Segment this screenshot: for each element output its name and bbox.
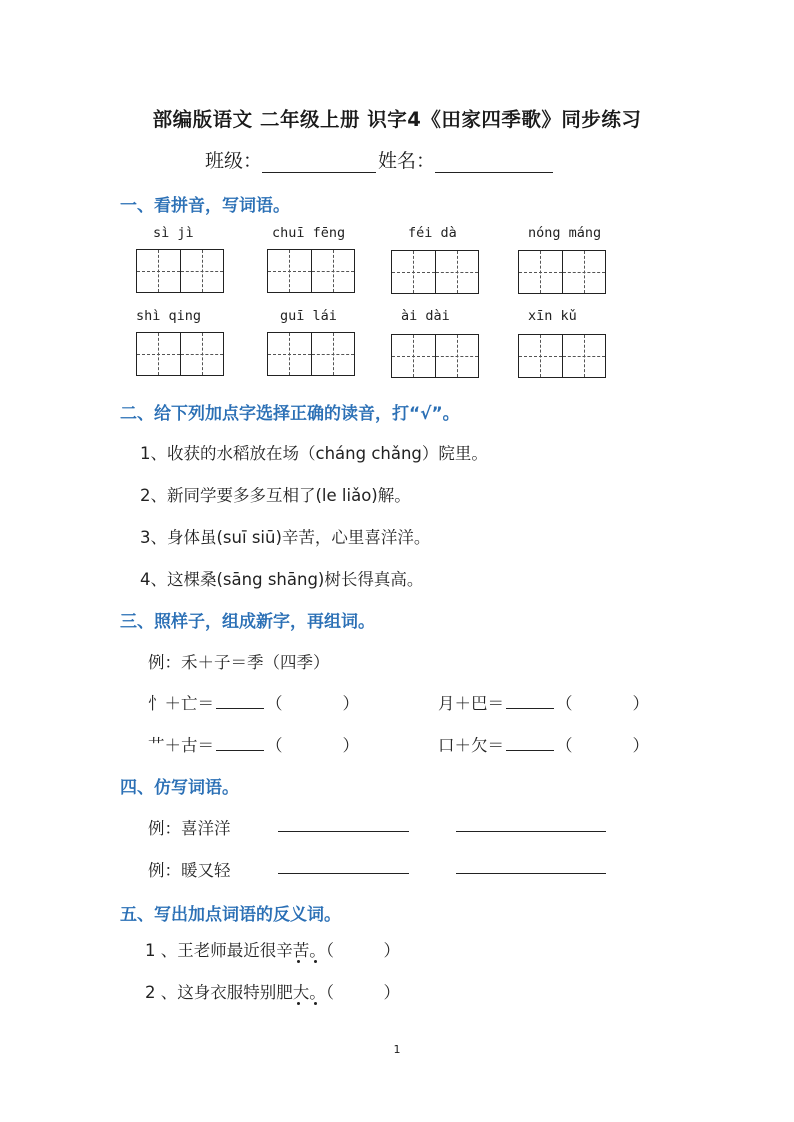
imitate-blank-1a[interactable] <box>278 831 409 832</box>
compose-expr-1: 忄＋亡＝ <box>148 694 214 713</box>
paren-close: ） <box>342 736 359 755</box>
writing-grid-7[interactable] <box>391 334 479 378</box>
emphasis-dot <box>314 960 317 963</box>
imitate-blank-1b[interactable] <box>456 831 606 832</box>
compose-expr-3: 艹＋古＝ <box>148 736 214 755</box>
name-blank[interactable] <box>435 152 553 173</box>
compose-blank-1[interactable] <box>216 694 264 709</box>
writing-grid-3[interactable] <box>391 250 479 294</box>
compose-expr-2: 月＋巴＝ <box>438 694 504 713</box>
pinyin-8: xīn kǔ <box>528 308 577 324</box>
reading-question-2: 2、新同学要多多互相了(le liǎo)解。 <box>140 486 411 505</box>
writing-grid-8[interactable] <box>518 334 606 378</box>
paren-open: （ <box>556 694 573 713</box>
class-label: 班级： <box>205 150 263 172</box>
pinyin-7: ài dài <box>401 308 450 324</box>
emphasis-dot <box>297 1002 300 1005</box>
paren-open: （ <box>266 694 283 713</box>
pinyin-2: chuī fēng <box>272 225 346 241</box>
section-3-heading: 三、照样子，组成新字，再组词。 <box>120 612 375 632</box>
pinyin-3: féi dà <box>408 225 457 241</box>
reading-question-1: 1、收获的水稻放在场（cháng chǎng）院里。 <box>140 444 488 463</box>
compose-blank-2[interactable] <box>506 694 554 709</box>
pinyin-5: shì qing <box>136 308 202 324</box>
section-1-heading: 一、看拼音，写词语。 <box>120 196 290 216</box>
paren-close: ） <box>342 694 359 713</box>
paren-close: ） <box>632 694 649 713</box>
imitate-blank-2a[interactable] <box>278 873 409 874</box>
writing-grid-6[interactable] <box>267 332 355 376</box>
name-label: 姓名： <box>378 150 436 172</box>
section-5-heading: 五、写出加点词语的反义词。 <box>120 905 341 925</box>
imitate-example-2: 例：暖又轻 <box>148 861 231 880</box>
reading-question-4: 4、这棵桑(sāng shāng)树长得真高。 <box>140 570 424 589</box>
antonym-question-2: 2 、这身衣服特别肥大。（ ） <box>145 983 400 1002</box>
pinyin-4: nóng máng <box>528 225 602 241</box>
reading-question-3: 3、身体虽(suī siū)辛苦，心里喜洋洋。 <box>140 528 431 547</box>
writing-grid-5[interactable] <box>136 332 224 376</box>
compose-example: 例：禾＋子＝季（四季） <box>148 653 330 672</box>
pinyin-6: guī lái <box>280 308 337 324</box>
section-2-heading: 二、给下列加点字选择正确的读音，打“√”。 <box>120 404 460 424</box>
section-4-heading: 四、仿写词语。 <box>120 778 239 798</box>
paren-open: （ <box>266 736 283 755</box>
student-info <box>205 146 555 173</box>
pinyin-1: sì jì <box>153 225 194 241</box>
compose-item-3 <box>148 732 359 756</box>
page-title: 部编版语文 二年级上册 识字4《田家四季歌》同步练习 <box>152 108 642 131</box>
emphasis-dot <box>314 1002 317 1005</box>
writing-grid-4[interactable] <box>518 250 606 294</box>
compose-expr-4: 口＋欠＝ <box>438 736 504 755</box>
compose-item-1 <box>148 690 359 714</box>
imitate-example-1: 例：喜洋洋 <box>148 819 231 838</box>
compose-blank-4[interactable] <box>506 736 554 751</box>
paren-open: （ <box>556 736 573 755</box>
class-blank[interactable] <box>262 152 376 173</box>
compose-item-2 <box>438 690 649 714</box>
compose-blank-3[interactable] <box>216 736 264 751</box>
antonym-question-1: 1 、王老师最近很辛苦。（ ） <box>145 941 400 960</box>
paren-close: ） <box>632 736 649 755</box>
imitate-blank-2b[interactable] <box>456 873 606 874</box>
compose-item-4 <box>438 732 649 756</box>
page-number: 1 <box>393 1043 401 1056</box>
emphasis-dot <box>297 960 300 963</box>
writing-grid-2[interactable] <box>267 249 355 293</box>
writing-grid-1[interactable] <box>136 249 224 293</box>
